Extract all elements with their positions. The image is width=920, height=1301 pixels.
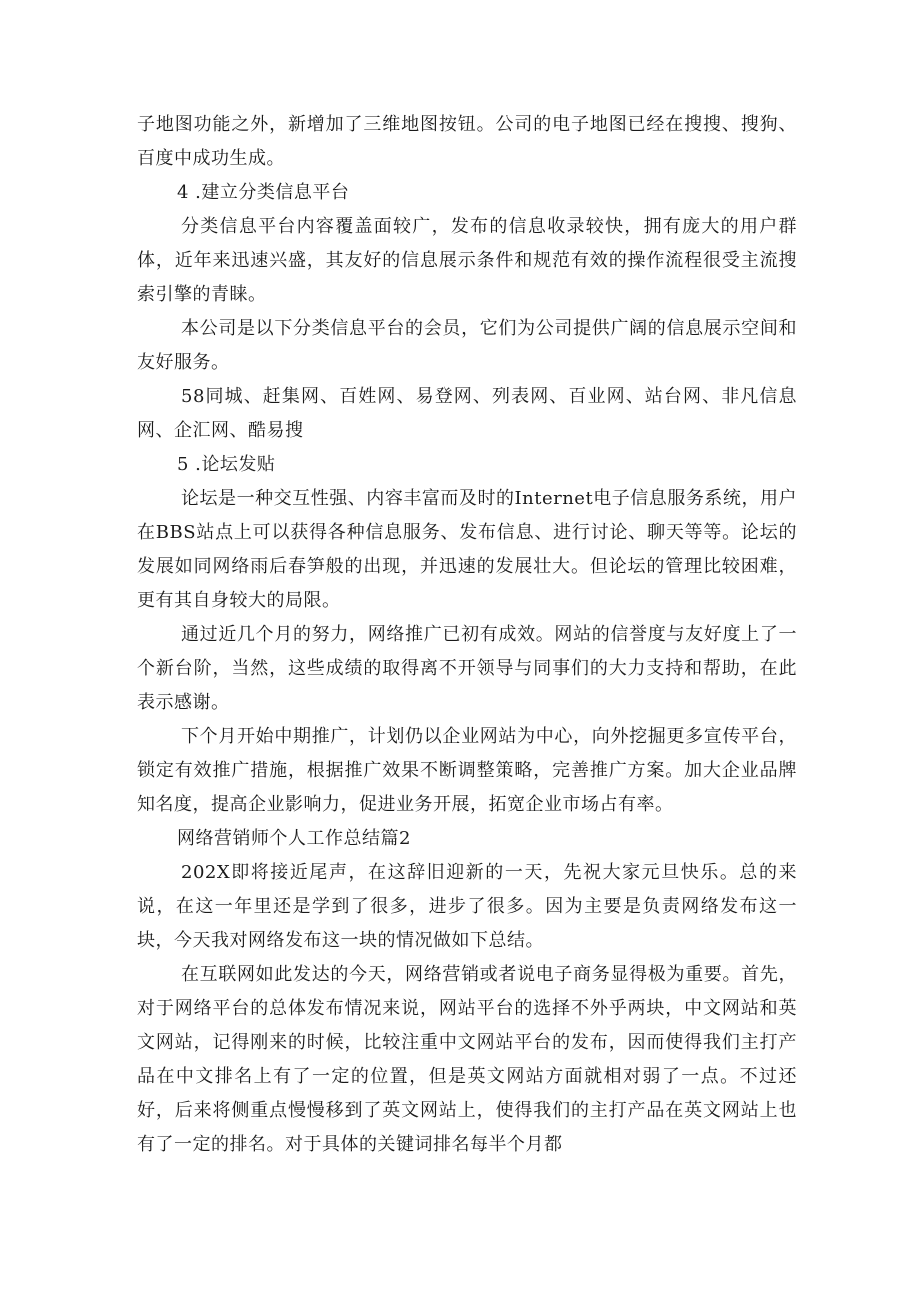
paragraph-year-end-intro: 202X即将接近尾声，在这辞旧迎新的一天，先祝大家元旦快乐。总的来说，在这一年里还是学到了很多，进步了很多。因为主要是负责网络发布这一块，今天我对网络发布这一块的情况做如下总结。 (137, 862, 797, 951)
document-body (137, 108, 797, 1162)
paragraph-classified-intro: 分类信息平台内容覆盖面较广，发布的信息收录较快，拥有庞大的用户群体，近年来迅速兴盛，其友好的信息展示条件和规范有效的操作流程很受主流搜索引擎的青睐。 (137, 216, 797, 305)
section-heading-classified-platform: 4 .建立分类信息平台 (177, 182, 350, 203)
paragraph-results: 通过近几个月的努力，网络推广已初有成效。网站的信誉度与友好度上了一个新台阶，当然，这些成绩的取得离不开领导与同事们的大力支持和帮助，在此表示感谢。 (137, 624, 797, 713)
paragraph-forum-intro: 论坛是一种交互性强、内容丰富而及时的Internet电子信息服务系统，用户在BBS站点上可以获得各种信息服务、发布信息、进行讨论、聊天等等。论坛的发展如同网络雨后春笋般的出现，并迅速的发展壮大。但论坛的管理比较困难，更有其自身较大的局限。 (137, 488, 797, 611)
paragraph-membership: 本公司是以下分类信息平台的会员，它们为公司提供广阔的信息展示空间和友好服务。 (137, 318, 797, 373)
paragraph-map-continuation: 子地图功能之外，新增加了三维地图按钮。公司的电子地图已经在搜搜、搜狗、百度中成功生成。 (137, 114, 797, 169)
paragraph-next-month-plan: 下个月开始中期推广，计划仍以企业网站为中心，向外挖掘更多宣传平台，锁定有效推广措施，根据推广效果不断调整策略，完善推广方案。加大企业品牌知名度，提高企业影响力，促进业务开展，拓宽企业市场占有率。 (137, 726, 797, 815)
article-title-part-2: 网络营销师个人工作总结篇2 (177, 828, 411, 849)
section-heading-forum-posting: 5 .论坛发贴 (177, 454, 276, 475)
paragraph-network-platform: 在互联网如此发达的今天，网络营销或者说电子商务显得极为重要。首先，对于网络平台的总体发布情况来说，网站平台的选择不外乎两块，中文网站和英文网站，记得刚来的时候，比较注重中文网站平台的发布，因而使得我们主打产品在中文排名上有了一定的位置，但是英文网站方面就相对弱了一点。不过还好，后来将侧重点慢慢移到了英文网站上，使得我们的主打产品在英文网站上也有了一定的排名。对于具体的关键词排名每半个月都 (137, 964, 797, 1155)
paragraph-platform-list: 58同城、赶集网、百姓网、易登网、列表网、百业网、站台网、非凡信息网、企汇网、酷易搜 (137, 386, 797, 441)
